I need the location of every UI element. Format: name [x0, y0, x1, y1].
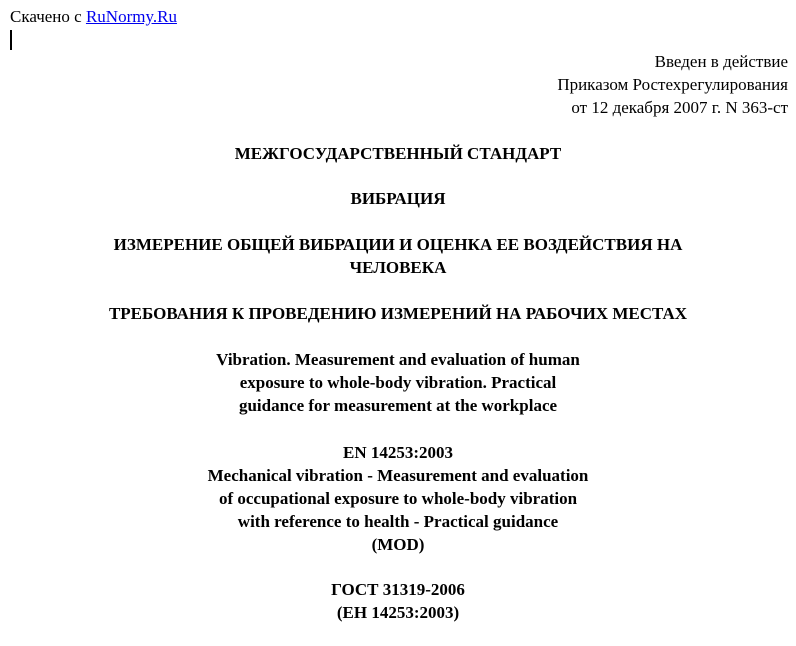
text-cursor	[10, 30, 12, 50]
en-reference-line: of occupational exposure to whole-body vibration	[218, 489, 578, 508]
enactment-line: Приказом Ростехрегулирования	[557, 75, 788, 94]
document-title	[0, 233, 796, 279]
en-reference	[0, 441, 796, 556]
enactment-line: Введен в действие	[654, 52, 788, 71]
en-reference-line: EN 14253:2003	[342, 443, 454, 462]
enactment-note	[557, 50, 788, 119]
en-reference-line: (MOD)	[371, 535, 425, 554]
english-title-line: Vibration. Measurement and evaluation of human	[216, 350, 580, 369]
topic-heading	[0, 187, 796, 210]
gost-designation	[0, 578, 796, 624]
download-source-line	[10, 5, 177, 28]
title-line: ИЗМЕРЕНИЕ ОБЩЕЙ ВИБРАЦИИ И ОЦЕНКА ЕЕ ВОЗДЕЙСТВИЯ НА	[113, 235, 683, 254]
download-prefix: Скачено с	[10, 7, 86, 26]
document-subtitle	[0, 302, 796, 325]
gost-line: (ЕН 14253:2003)	[336, 603, 460, 622]
english-title-line: guidance for measurement at the workplace	[238, 396, 558, 415]
runormy-link[interactable]: RuNormy.Ru	[85, 7, 177, 26]
title-line: ЧЕЛОВЕКА	[349, 258, 447, 277]
english-title	[0, 348, 796, 417]
subtitle: ТРЕБОВАНИЯ К ПРОВЕДЕНИЮ ИЗМЕРЕНИЙ НА РАБОЧИХ МЕСТАХ	[108, 304, 688, 323]
gost-line: ГОСТ 31319-2006	[331, 580, 465, 599]
standard-type: МЕЖГОСУДАРСТВЕННЫЙ СТАНДАРТ	[234, 144, 562, 163]
enactment-line: от 12 декабря 2007 г. N 363-ст	[571, 98, 788, 117]
topic: ВИБРАЦИЯ	[350, 189, 446, 208]
standard-type-heading	[0, 142, 796, 165]
en-reference-line: with reference to health - Practical guidance	[237, 512, 559, 531]
en-reference-line: Mechanical vibration - Measurement and evaluation	[207, 466, 589, 485]
english-title-line: exposure to whole-body vibration. Practical	[239, 373, 557, 392]
